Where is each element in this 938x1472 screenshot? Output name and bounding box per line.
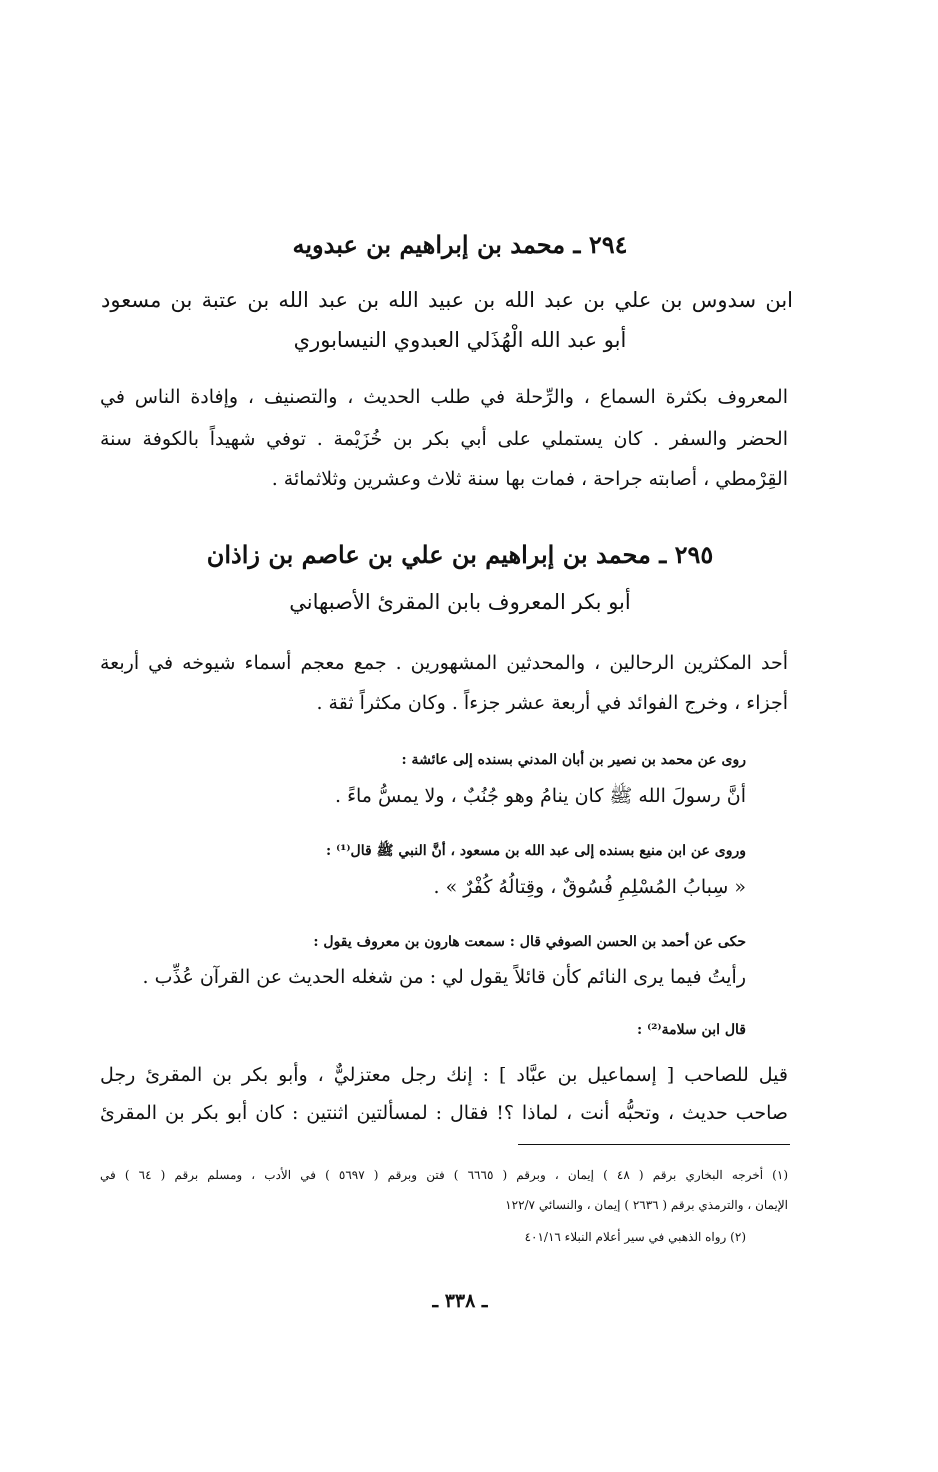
entry-294-bio-line: المعروف بكثرة السماع ، والرِّحلة في طلب الحديث ، والتصنيف ، وإفادة الناس في [100, 386, 788, 408]
entry-294-lineage: ابن سدوس بن علي بن عبد الله بن عبيد الله بن عبد الله بن عتبة بن مسعود [101, 288, 793, 312]
footnote-divider [518, 1144, 790, 1145]
page-number: ـ ٣٣٨ ـ [432, 1290, 488, 1312]
narration-4-line: قيل للصاحب [ إسماعيل بن عبَّاد ] : إنك رجل معتزليٌّ ، وأبو بكر بن المقرئ رجل [100, 1064, 788, 1086]
entry-294-bio-line: الحضر والسفر . كان يستملي على أبي بكر بن خُزَيْمة . توفي شهيداً بالكوفة سنة [100, 428, 788, 450]
narration-1-hadith: أنَّ رسولَ الله ﷺ كان ينامُ وهو جُنُبٌ ، ولا يمسُّ ماءً . [334, 785, 746, 807]
footnote-1: (١) أخرجه البخاري برقم ( ٤٨ ) إيمان ، وبرقم ( ٦٦٦٥ ) فتن وبرقم ( ٥٦٩٧ ) في الأدب ، ومسلم برقم ( ٦٤ ) في [100, 1168, 789, 1182]
entry-295-title: ٢٩٥ ـ محمد بن إبراهيم بن علي بن عاصم بن زاذان [206, 540, 714, 569]
entry-294-kunya: أبو عبد الله الْهُذَلي العبدوي النيسابوري [293, 328, 627, 352]
entry-295-bio-line: أجزاء ، وخرج الفوائد في أربعة عشر جزءاً . وكان مكثراً ثقة . [316, 692, 788, 714]
narration-4-intro: قال ابن سلامة⁽²⁾ : [637, 1022, 746, 1038]
narration-2-hadith: « سِبابُ المُسْلِمِ فُسُوقٌ ، وقِتالُهُ كُفْرٌ » . [433, 876, 746, 898]
entry-295-bio-line: أحد المكثرين الرحالين ، والمحدثين المشهورين . جمع معجم أسماء شيوخه في أربعة [100, 652, 788, 674]
narration-3-intro: حكى عن أحمد بن الحسن الصوفي قال : سمعت هارون بن معروف يقول : [313, 934, 746, 950]
narration-2-intro: وروى عن ابن منيع بسنده إلى عبد الله بن مسعود ، أنَّ النبي ﷺ قال⁽¹⁾ : [326, 843, 746, 859]
entry-295-kunya: أبو بكر المعروف بابن المقرئ الأصبهاني [289, 590, 631, 614]
entry-294-bio-line: القِرْمطي ، أصابته جراحة ، فمات بها سنة ثلاث وعشرين وثلاثمائة . [271, 468, 788, 490]
narration-3-text: رأيتُ فيما يرى النائم كأن قائلاً يقول لي : من شغله الحديث عن القرآن عُذِّب . [142, 966, 746, 988]
entry-294-title: ٢٩٤ ـ محمد بن إبراهيم بن عبدويه [292, 230, 628, 259]
narration-4-line: صاحب حديث ، وتحبُّه أنت ، لماذا ؟! فقال : لمسألتين اثنتين : كان أبو بكر بن المقرئ [100, 1102, 788, 1124]
footnote-2: (٢) رواه الذهبي في سير أعلام النبلاء ٤٠١/١٦ [524, 1230, 746, 1244]
footnote-1-continued: الإيمان ، والترمذي برقم ( ٢٦٣٦ ) إيمان ، والنسائي ١٢٢/٧ [505, 1198, 788, 1212]
narration-1-intro: روى عن محمد بن نصير بن أبان المدني بسنده إلى عائشة : [401, 752, 746, 768]
